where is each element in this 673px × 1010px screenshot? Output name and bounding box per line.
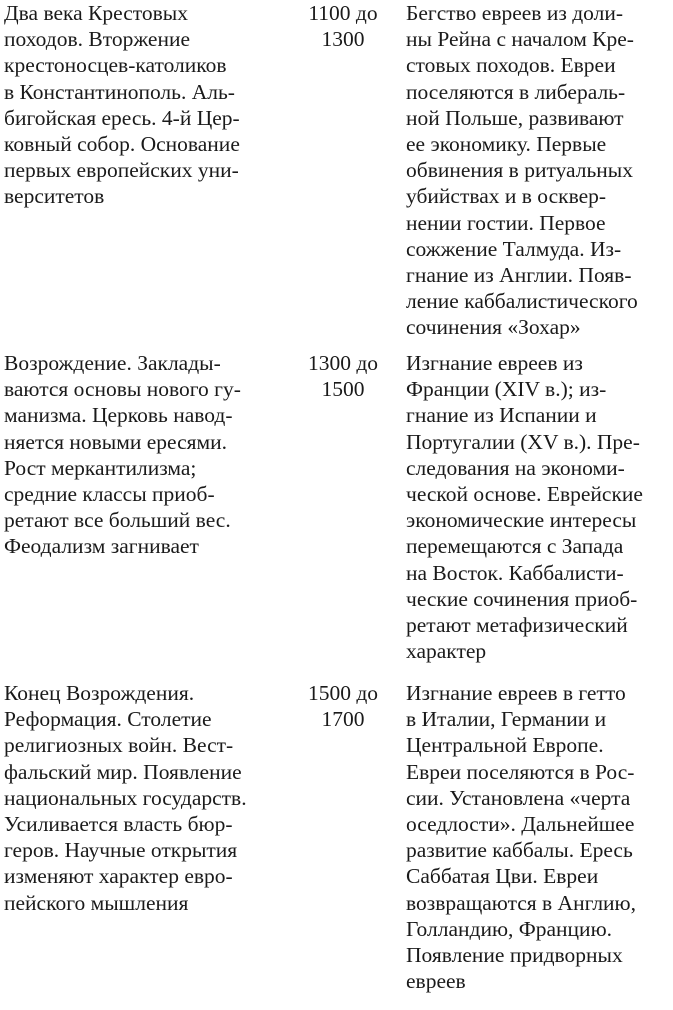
jewish-history-line: на Восток. Каббалисти- [406, 560, 624, 585]
event-line: Реформация. Столетие [4, 707, 212, 732]
jewish-history-line: сожжение Талмуда. Из- [406, 236, 622, 261]
event-line: походов. Вторжение [4, 27, 190, 52]
table-row [0, 680, 673, 1010]
jewish-history-line: Евреи поселяются в Рос- [406, 759, 635, 784]
jewish-history-line: Изгнание евреев в гетто [406, 681, 626, 705]
jewish-history-line: экономические интересы [406, 508, 637, 533]
event-line: Феодализм загнивает [4, 534, 199, 559]
event-line: няется новыми ересями. [4, 429, 228, 454]
event-line: крестоносцев-католиков [4, 53, 227, 78]
period-line: 1300 [321, 27, 365, 52]
event-line: Возрождение. Заклады- [4, 351, 221, 375]
table-row [0, 350, 673, 680]
event-line: национальных государств. [4, 785, 247, 810]
jewish-history-line: стовых походов. Евреи [406, 53, 616, 78]
jewish-history-line: Появление придворных [406, 942, 623, 967]
jewish-history-line: поселяются в либераль- [406, 79, 626, 104]
event-cell [4, 0, 289, 210]
event-line: ретают все больший вес. [4, 508, 231, 533]
event-line: средние классы приоб- [4, 481, 215, 506]
period-cell [292, 680, 394, 732]
period-cell [292, 0, 394, 52]
jewish-history-line: характер [406, 639, 487, 664]
jewish-history-line: евреев [406, 969, 466, 994]
event-line: Усиливается власть бюр- [4, 811, 233, 836]
event-line: ваются основы нового гу- [4, 377, 241, 402]
jewish-history-line: сии. Установлена «черта [406, 785, 631, 810]
jewish-history-line: гнание из Испании и [406, 403, 597, 428]
jewish-history-line: ческой основе. Еврейские [406, 481, 643, 506]
event-line: геров. Научные открытия [4, 838, 238, 863]
jewish-history-line: Франции (XIV в.); из- [406, 377, 607, 402]
event-line: манизма. Церковь навод- [4, 403, 233, 428]
table-row [0, 0, 673, 340]
jewish-history-line: возвращаются в Англию, [406, 890, 636, 915]
jewish-history-line: перемещаются с Запада [406, 534, 624, 559]
jewish-history-line: ческие сочинения приоб- [406, 586, 638, 611]
jewish-history-line: ной Польше, развивают [406, 105, 624, 130]
jewish-history-line: Центральной Европе. [406, 733, 604, 758]
jewish-history-cell [406, 680, 673, 994]
event-cell [4, 680, 289, 916]
event-line: ковный собор. Основание [4, 131, 240, 156]
jewish-history-line: Бегство евреев из доли- [406, 1, 624, 25]
event-line: Конец Возрождения. [4, 681, 195, 705]
period-cell [292, 350, 394, 402]
event-line: религиозных войн. Вест- [4, 733, 234, 758]
period-line: 1700 [321, 707, 365, 732]
event-line: бигойская ересь. 4-й Цер- [4, 105, 240, 130]
event-cell [4, 350, 289, 560]
event-line: первых европейских уни- [4, 158, 239, 183]
jewish-history-line: в Италии, Германии и [406, 707, 607, 732]
jewish-history-line: развитие каббалы. Ересь [406, 838, 633, 863]
event-line: в Константинополь. Аль- [4, 79, 235, 104]
period-line: 1300 до [307, 351, 379, 375]
period-line: 1100 до [308, 1, 378, 25]
jewish-history-line: ление каббалистического [406, 289, 638, 314]
jewish-history-line: гнание из Англии. Появ- [406, 262, 632, 287]
event-line: фальский мир. Появление [4, 759, 242, 784]
jewish-history-line: ны Рейна с началом Кре- [406, 27, 634, 52]
jewish-history-cell [406, 350, 673, 664]
period-line: 1500 до [307, 681, 379, 705]
event-line: верситетов [4, 184, 105, 209]
jewish-history-line: нении гостии. Первое [406, 210, 606, 235]
jewish-history-line: Голландию, Францию. [406, 916, 613, 941]
jewish-history-line: ретают метафизический [406, 612, 628, 637]
jewish-history-cell [406, 0, 673, 340]
jewish-history-line: убийствах и в осквер- [406, 184, 607, 209]
jewish-history-line: Португалии (XV в.). Пре- [406, 429, 640, 454]
event-line: Два века Крестовых [4, 1, 188, 25]
event-line: Рост меркантилизма; [4, 455, 197, 480]
jewish-history-line: Саббатая Цви. Евреи [406, 864, 599, 889]
jewish-history-line: оседлости». Дальнейшее [406, 811, 635, 836]
jewish-history-line: обвинения в ритуальных [406, 158, 633, 183]
jewish-history-line: сочинения «Зохар» [406, 315, 581, 340]
event-line: изменяют характер евро- [4, 864, 233, 889]
jewish-history-line: ее экономику. Первые [406, 131, 607, 156]
period-line: 1500 [321, 377, 365, 402]
jewish-history-line: следования на экономи- [406, 455, 625, 480]
jewish-history-line: Изгнание евреев из [406, 351, 583, 375]
event-line: пейского мышления [4, 890, 189, 915]
